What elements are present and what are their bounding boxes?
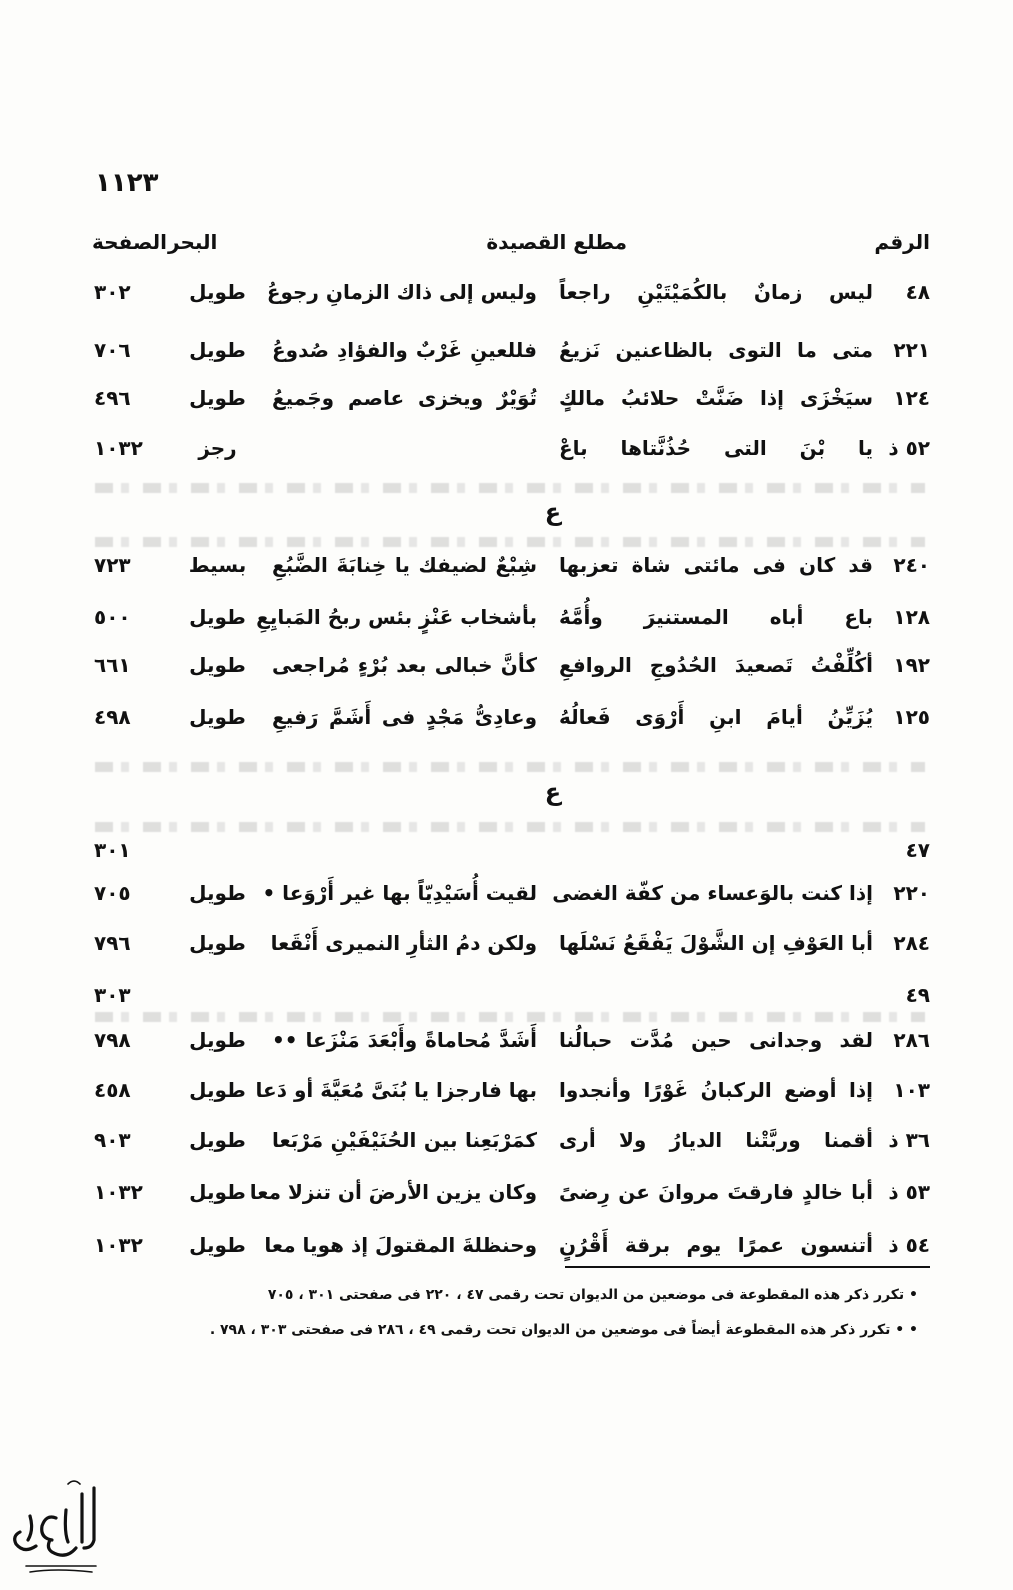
poem-number: ٢٢٠ (893, 881, 930, 905)
second-hemistich: كأنَّ خبالى بعد بُرْءٍ مُراجعى (272, 653, 537, 677)
poem-number: ٥٤ ذ (888, 1233, 930, 1257)
second-hemistich: شِبْعٌ لضيفك يا خِنابَةَ الضَّبُعِ (272, 553, 537, 577)
poem-number: ٤٩ (905, 983, 930, 1007)
page-reference: ٦٦١ (94, 653, 131, 677)
poem-number: ٣٦ ذ (888, 1128, 930, 1152)
second-hemistich: وكان يزين الأرضَ أن تنزلا معا (249, 1180, 537, 1204)
section-letter: ع (544, 498, 562, 526)
second-hemistich: وحنظلةَ المقتولَ إذ هويا معا (264, 1233, 537, 1257)
page-reference: ١٠٣٢ (94, 1233, 143, 1257)
first-hemistich: أبا خالدٍ فارقتَ مروانَ عن رِضىً (559, 1180, 873, 1204)
first-hemistich (545, 977, 875, 1013)
index-row (90, 647, 930, 683)
poem-number: ٤٧ (905, 838, 930, 862)
poem-number: ٢٨٦ (893, 1028, 930, 1052)
poem-number: ٢٨٤ (893, 931, 930, 955)
index-row (90, 599, 930, 635)
page-reference: ٧٠٦ (94, 338, 131, 362)
header-opening-line: مطلع القصيدة (486, 230, 627, 254)
header-page: الصفحة (92, 230, 168, 254)
index-row (90, 977, 930, 1013)
second-hemistich: وعادِىُّ مَجْدٍ فى أَشَمَّ رَفيعِ (272, 705, 537, 729)
poem-number: ١٠٣ (893, 1078, 930, 1102)
poem-number: ١٢٤ (893, 386, 930, 410)
second-hemistich: وليس إلى ذاك الزمانِ رجوعُ (266, 280, 537, 304)
index-row (90, 547, 930, 583)
first-hemistich: يا بْنَ التى حُذُنَّتاها باعْ (559, 436, 873, 460)
meter-name: طويل (189, 881, 246, 905)
index-row (90, 1072, 930, 1108)
second-hemistich: لقيت أُسَيْدِيّاً بها غير أَرْوَعا • (262, 881, 537, 905)
meter-name: طويل (189, 1233, 246, 1257)
index-row (90, 925, 930, 961)
second-hemistich (260, 430, 545, 466)
poem-number: ٢٢١ (893, 338, 930, 362)
poem-number: ٥٣ ذ (888, 1180, 930, 1204)
footnote: • تكرر ذكر هذه المقطوعة فى موضعين من الديوان تحت رقمى ٤٧ ، ٢٢٠ فى صفحتى ٣٠١ ، ٧٠٥ (267, 1287, 918, 1303)
second-hemistich: بها فارجزا يا بُنَىَّ مُعَيَّةَ أو دَعا (255, 1078, 537, 1102)
page-reference: ٧٠٥ (94, 881, 131, 905)
page-reference: ١٠٣٢ (94, 1180, 143, 1204)
meter-name: طويل (189, 338, 246, 362)
first-hemistich: إذا أوضع الركبانُ غَوْرًا وأنجدوا (559, 1078, 873, 1102)
page-reference: ٥٠٠ (94, 605, 131, 629)
meter-name: طويل (189, 931, 246, 955)
second-hemistich: أَشَدَّ مُحاماةً وأَبْعَدَ مَنْزَعا •• (272, 1028, 537, 1052)
second-hemistich (260, 832, 545, 868)
index-row (90, 875, 930, 911)
poem-number: ٤٨ (905, 280, 930, 304)
first-hemistich: لقد وجدانى حين مُدَّت حبالُنا (559, 1028, 873, 1052)
second-hemistich: تُوَيْرٌ ويخزى عاصم وجَميعُ (272, 386, 537, 410)
meter-name: طويل (189, 1028, 246, 1052)
meter-name: طويل (189, 705, 246, 729)
meter-name: طويل (189, 605, 246, 629)
index-row (90, 1174, 930, 1210)
first-hemistich: إذا كنت بالوَعساء من كفّة الغضى (552, 881, 873, 905)
second-hemistich: بأشخاب عَنْزٍ بئس ربحُ المَبايِعِ (256, 605, 537, 629)
first-hemistich: باع أباه المستنيرَ وأُمَّهُ (559, 605, 873, 629)
poem-number: ١٢٨ (893, 605, 930, 629)
second-hemistich: فللعينِ غَرْبٌ والفؤادِ صُدوعُ (272, 338, 537, 362)
index-row (90, 699, 930, 735)
page-reference: ٧٩٦ (94, 931, 131, 955)
index-row (90, 380, 930, 416)
page-reference: ٣٠٢ (94, 280, 131, 304)
first-hemistich: أكُلِّفْتُ تَصعيدَ الحُدُوجِ الروافعِ (559, 653, 873, 677)
first-hemistich: أتنسون عمرًا يوم برقة أَقْرُنٍ (559, 1233, 873, 1257)
second-hemistich: كمَرْبَعِنا بين الحُنَيْفَيْنِ مَرْبَعا (272, 1128, 537, 1152)
poem-number: ١٢٥ (893, 705, 930, 729)
first-hemistich: ليس زمانٌ بالكُمَيْتَيْنِ راجعاً (559, 280, 873, 304)
meter-name: طويل (189, 1180, 246, 1204)
index-row (90, 332, 930, 368)
page-reference: ٧٢٣ (94, 553, 131, 577)
index-row (90, 1022, 930, 1058)
index-row (90, 1122, 930, 1158)
page-reference: ٤٥٨ (94, 1078, 131, 1102)
page-reference: ٩٠٣ (94, 1128, 131, 1152)
meter-name: طويل (189, 386, 246, 410)
page-reference: ٤٩٨ (94, 705, 131, 729)
second-hemistich (260, 977, 545, 1013)
first-hemistich: أبا العَوْفِ إن الشَّوْلَ يَفْقَعُ نَسْلَها (559, 931, 873, 955)
meter-name: طويل (189, 1128, 246, 1152)
publisher-logo (6, 1470, 106, 1580)
header-number: الرقم (874, 230, 930, 254)
meter-name: طويل (189, 280, 246, 304)
meter-name: طويل (189, 653, 246, 677)
poem-number: ١٩٢ (893, 653, 930, 677)
meter-name: رجز (198, 436, 237, 460)
page-reference: ١٠٣٢ (94, 436, 143, 460)
index-row (90, 832, 930, 868)
poem-number: ٢٤٠ (893, 553, 930, 577)
footnote: • • تكرر ذكر هذه المقطوعة أيضاً فى موضعين من الديوان تحت رقمى ٤٩ ، ٢٨٦ فى صفحتى ٣٠٣ ، ٧٩٨ . (209, 1322, 918, 1338)
index-row (90, 274, 930, 310)
page-reference: ٧٩٨ (94, 1028, 131, 1052)
second-hemistich: ولكن دمُ الثأرِ النميرى أَنْقَعا (270, 931, 537, 955)
page-number: ١١٢٣ (95, 168, 159, 198)
page-reference: ٣٠٣ (94, 983, 131, 1007)
first-hemistich: سيَخْزَى إذا ضَنَّتْ حلائبُ مالكٍ (559, 386, 873, 410)
footnote-separator (565, 1266, 930, 1268)
index-row (90, 430, 930, 466)
meter-name: بسيط (188, 553, 247, 577)
index-row (90, 1227, 930, 1263)
page-reference: ٣٠١ (94, 838, 131, 862)
first-hemistich: يُزَيِّنُ أيامَ ابنِ أَرْوَى فَعالُهُ (559, 705, 873, 729)
first-hemistich: أقمنا وربَّتْنا الديارُ ولا أرى (559, 1128, 873, 1152)
first-hemistich: متى ما التوى بالظاعنين نَزيعُ (559, 338, 873, 362)
header-meter: البحر (168, 230, 218, 254)
first-hemistich (545, 832, 875, 868)
meter-name (175, 832, 260, 868)
page-reference: ٤٩٦ (94, 386, 131, 410)
poem-number: ٥٢ ذ (888, 436, 930, 460)
meter-name: طويل (189, 1078, 246, 1102)
section-letter: ع (544, 778, 562, 806)
meter-name (175, 977, 260, 1013)
first-hemistich: قد كان فى مائتى شاة تعزبها (559, 553, 873, 577)
